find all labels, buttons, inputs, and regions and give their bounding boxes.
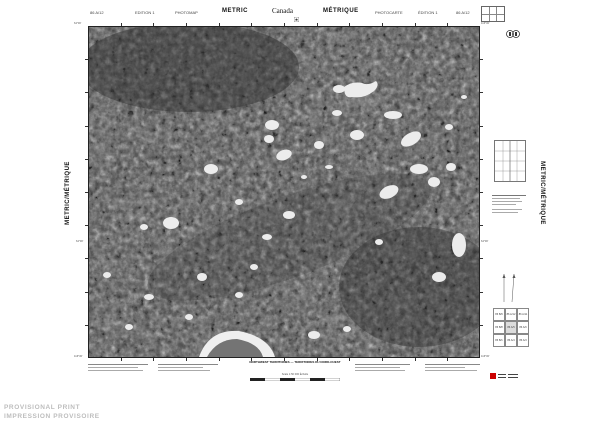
legend-text-block — [492, 195, 526, 213]
legend-graticule-diagram — [494, 140, 526, 182]
header-left-code: 86 A/12 — [90, 10, 104, 15]
frame-tick — [85, 325, 88, 326]
government-logo-icon — [490, 368, 520, 378]
coord-top-left: 64°00' — [74, 22, 82, 25]
coord-right-mid: 64°00' — [481, 240, 489, 243]
compass-icon — [506, 26, 520, 36]
frame-tick — [480, 126, 483, 127]
flag-icon — [294, 9, 299, 14]
frame-tick — [85, 192, 88, 193]
frame-tick — [121, 23, 122, 26]
index-cell: 86 B/8 — [493, 321, 505, 334]
header-right-code: 86 A/12 — [456, 10, 470, 15]
provisional-line-1: PROVISIONAL PRINT — [4, 404, 81, 411]
frame-tick — [349, 23, 350, 26]
frame-tick — [480, 59, 483, 60]
frame-tick — [153, 23, 154, 26]
coord-bottom-right: 116°00' — [481, 355, 490, 358]
index-cell: 86 B/1 — [493, 334, 505, 347]
frame-tick — [447, 23, 448, 26]
aerial-photo-svg — [89, 27, 479, 357]
index-cell: 86 A/4 — [505, 334, 517, 347]
frame-tick — [480, 225, 483, 226]
frame-tick — [480, 92, 483, 93]
frame-tick — [480, 325, 483, 326]
adjoining-sheets-index — [493, 308, 529, 348]
frame-tick — [415, 358, 416, 361]
header-right-edition: ÉDITION 1 — [418, 10, 438, 15]
frame-tick — [85, 126, 88, 127]
frame-tick — [121, 358, 122, 361]
frame-tick — [415, 23, 416, 26]
header-left-series: PHOTOMAP — [175, 10, 198, 15]
frame-tick — [317, 23, 318, 26]
frame-tick — [480, 292, 483, 293]
header-metric-left: METRIC — [222, 8, 248, 14]
canada-wordmark: Canada — [272, 7, 293, 15]
coord-bottom-left: 116°30' — [74, 355, 83, 358]
index-cell: 86 A/5 — [505, 321, 517, 334]
frame-tick — [284, 23, 285, 26]
frame-tick — [85, 159, 88, 160]
index-cell: 86 A/6 — [517, 321, 529, 334]
coord-left-mid: 64°00' — [76, 240, 84, 243]
frame-tick — [186, 358, 187, 361]
frame-tick — [480, 159, 483, 160]
frame-tick — [85, 59, 88, 60]
frame-tick — [85, 258, 88, 259]
frame-tick — [382, 358, 383, 361]
aerial-photo-map — [88, 26, 480, 358]
provisional-line-2: IMPRESSION PROVISOIRE — [4, 413, 100, 420]
frame-tick — [85, 292, 88, 293]
frame-tick — [219, 23, 220, 26]
frame-tick — [153, 358, 154, 361]
side-label-left: METRIC/MÉTRIQUE — [65, 161, 71, 225]
index-cell: 86 A/3 — [517, 334, 529, 347]
frame-tick — [186, 23, 187, 26]
footer-left-text — [88, 364, 148, 371]
footer-left-text-2 — [158, 364, 218, 371]
index-cell: 86 A/12 — [505, 308, 517, 321]
index-cell: 86 B/9 — [493, 308, 505, 321]
footer-center-title: NORTHWEST TERRITORIES — TERRITOIRES DU NORD-OUEST — [249, 360, 341, 364]
header-right-series: PHOTOCARTE — [375, 10, 403, 15]
frame-tick — [480, 192, 483, 193]
top-index-table — [481, 6, 505, 22]
index-cell: 86 A/11 — [517, 308, 529, 321]
frame-tick — [85, 225, 88, 226]
header-left-edition: EDITION 1 — [135, 10, 155, 15]
footer-right-text — [355, 364, 410, 371]
scale-bar — [250, 368, 340, 371]
frame-tick — [251, 23, 252, 26]
legend-declination-diagram — [494, 270, 524, 304]
side-label-right: METRIC/MÉTRIQUE — [539, 161, 545, 225]
header-metric-right: MÉTRIQUE — [323, 8, 359, 14]
scale-text: Scale 1:50 000 Échelle — [281, 373, 309, 376]
footer-right-text-2 — [425, 364, 480, 371]
frame-tick — [85, 92, 88, 93]
frame-tick — [382, 23, 383, 26]
frame-tick — [447, 358, 448, 361]
frame-tick — [480, 258, 483, 259]
coord-top-right: 116°00' — [481, 22, 490, 25]
